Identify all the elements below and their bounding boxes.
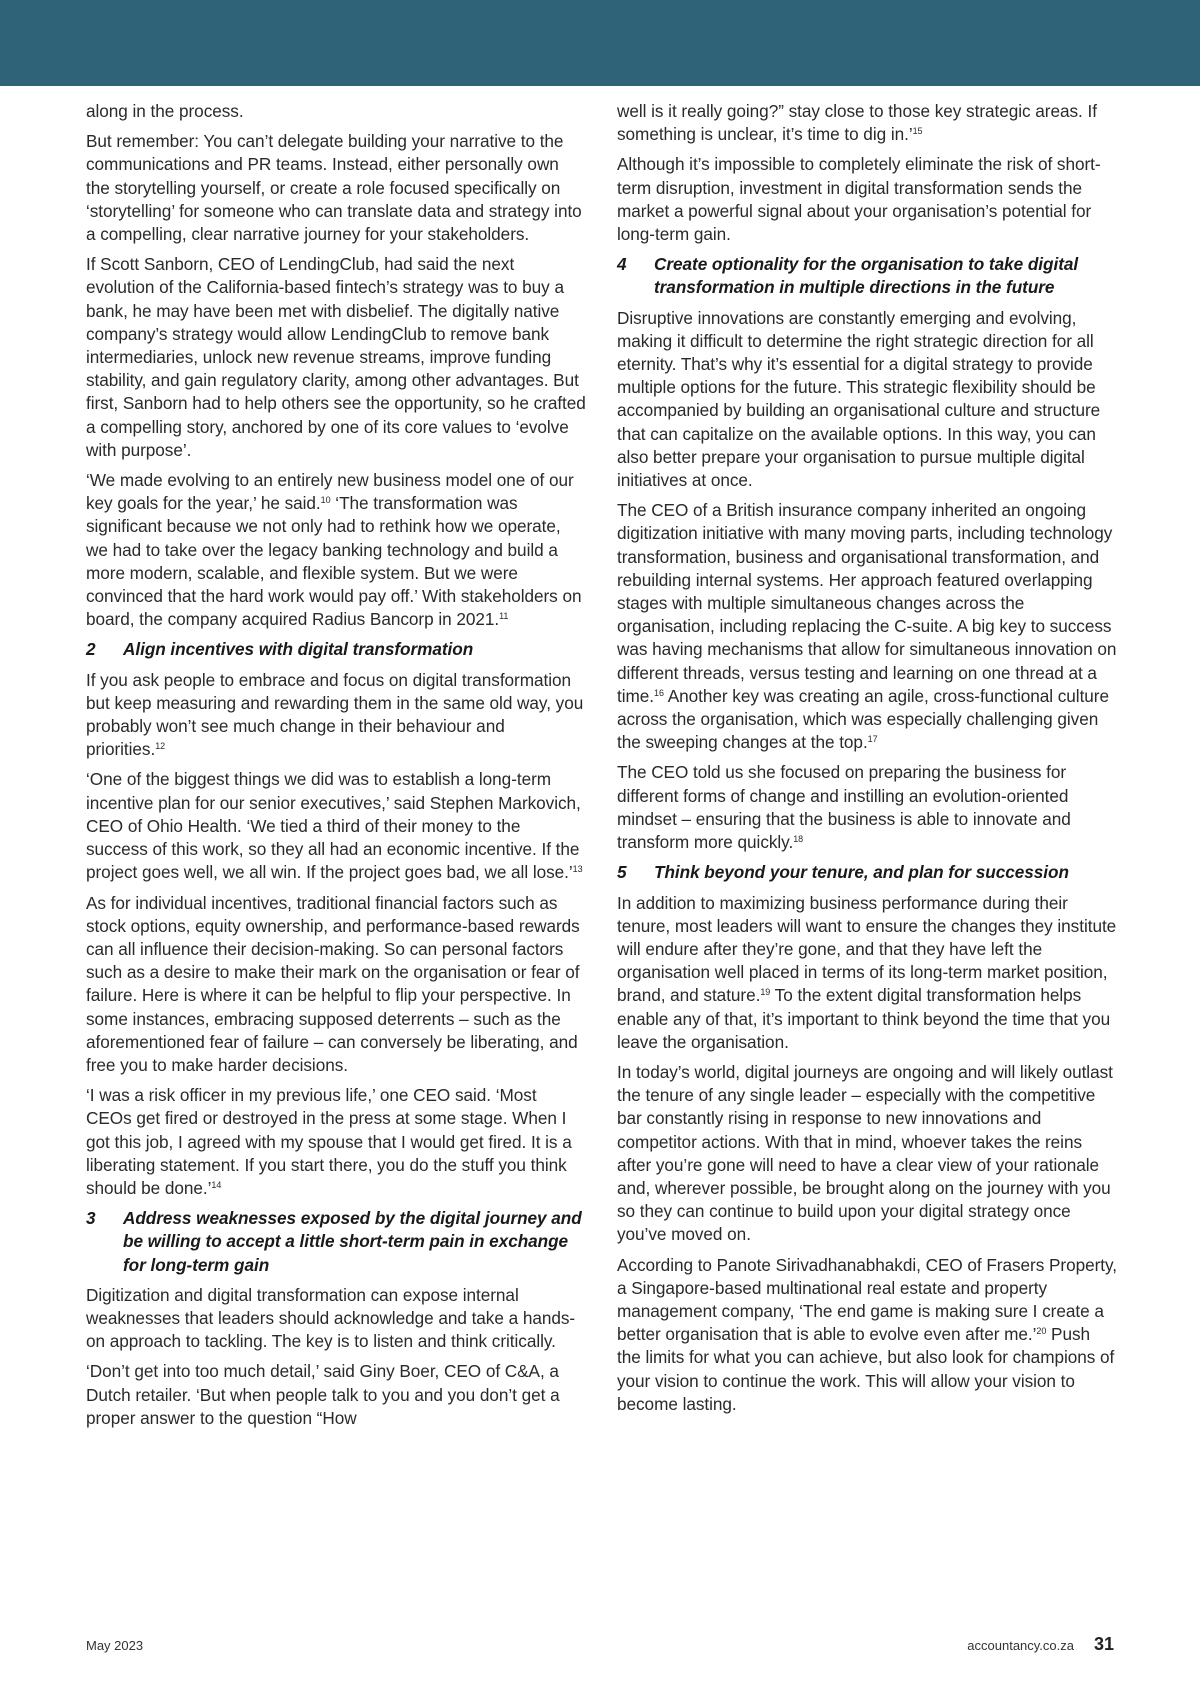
page-footer [0,1634,1200,1664]
paragraph: In today’s world, digital journeys are ongoing and will likely outlast the tenure of any single leader – especially with the competitive bar constantly rising in response to new innovations and competitor actions. With that in mind, whoever takes the reins after you’re gone will need to have a clear view of your rationale and, wherever possible, be brought along on the journey with you so they can continue to build upon your digital strategy once you’ve moved on. [617,1061,1113,1245]
footnote-ref: 12 [155,741,166,752]
paragraph: ‘We made evolving to an entirely new business model one of our key goals for the year,’ he said.$^{10}$ ‘The transformation was significant because we not only had to rethink how we operate, we had to take over the legacy banking technology and build a more modern, scalable, and flexible system. But we were convinced that the hard work would pay off.’ With stakeholders on board, the company acquired Radius Bancorp in 2021.11 [86,470,582,630]
footnote-ref: 10 [320,495,331,506]
section-heading-2: 2 Align incentives with digital transformation [86,639,474,660]
issue-date: May 2023 [86,1638,144,1653]
paragraph: Disruptive innovations are constantly emerging and evolving, making it difficult to determine the right strategic direction for all eternity. That’s why it’s essential for a digital strategy to provide multiple options for the future. This strategic flexibility should be accompanied by building an organisational culture and structure that can capitalize on the available options. In this way, you can also better prepare your organisation to pursue multiple digital initiatives at once. [617,307,1101,491]
footnote-ref: 11 [499,611,509,622]
footnote-ref: 16 [654,687,664,698]
footnote-ref: 19 [760,987,771,998]
section-heading-4: 4 Create optionality for the organisation to take digital transformation in multiple directions in the future [617,254,1079,298]
paragraph: well is it really going?” stay close to those key strategic areas. If something is unclear, it’s time to dig in.’$^{15}$ [617,101,1097,145]
paragraph: In addition to maximizing business performance during their tenure, most leaders will want to ensure the changes they institute will endure after they’re gone, and that they have left the organisation well placed in terms of its long-term market position, brand, and stature.$^{19}$ To the extent digital transformation helps enable any of that, it’s important to think beyond the time that you leave the organisation. [617,892,1117,1052]
paragraph: ‘Don’t get into too much detail,’ said Giny Boer, CEO of C&A, a Dutch retailer. ‘But when people talk to you and you don’t get a proper answer to the question “How [86,1361,560,1428]
paragraph: The CEO of a British insurance company inherited an ongoing digitization initiative with many moving parts, including technology transformation, business and organisational transformation, and rebuilding internal systems. Her approach featured overlapping stages with multiple simultaneous changes across the organisation, including replacing the C-suite. A big key to success was having mechanisms that allow for simultaneous innovation on different threads, versus testing and learning on one thread at a time.$^{16}$ Another key was creating an agile, cross-functional culture across the organisation, which was especially challenging given the sweeping changes at the top.$^{17}$ [617,500,1117,753]
footnote-ref: 15 [912,126,923,137]
section-heading-3: 3 Address weaknesses exposed by the digital journey and be willing to accept a little short-term pain in exchange for long-term gain [86,1208,582,1275]
paragraph: ‘One of the biggest things we did was to establish a long-term incentive plan for our senior executives,’ said Stephen Markovich, CEO of Ohio Health. ‘We tied a third of their money to the success of this work, so they all had an economic incentive. If the project goes well, we all win. If the project goes bad, we all lose.’$^{13}$ [86,769,583,883]
paragraph: ‘I was a risk officer in my previous life,’ one CEO said. ‘Most CEOs get fired or destroyed in the press at some stage. When I got this job, I agreed with my spouse that I would get fired. It is a liberating statement. If you start there, you do the stuff you think should be done.’$^{14}$ [86,1085,572,1198]
right-column [617,100,1117,1423]
footnote-ref: 17 [867,734,878,745]
footnote-ref: 13 [572,864,583,875]
footnote-ref: 14 [211,1179,222,1190]
website-link[interactable]: accountancy.co.za [967,1638,1074,1653]
paragraph: Digitization and digital transformation can expose internal weaknesses that leaders should acknowledge and take a hands-on approach to tackling. The key is to listen and think critically. [86,1284,576,1352]
footnote-ref: 20 [1036,1326,1047,1337]
paragraph: As for individual incentives, traditional financial factors such as stock options, equity ownership, and performance-based rewards can all influence their decision-making. So can personal factors such as a desire to make their mark on the organisation or fear of failure. Here is where it can be helpful to flip your perspective. In some instances, embracing supposed deterrents – such as the aforementioned fear of failure – can conversely be liberating, and free you to make harder decisions. [86,892,580,1075]
paragraph: According to Panote Sirivadhanabhakdi, CEO of Frasers Property, a Singapore-based multinational real estate and property management company, ‘The end game is making sure I create a better organisation that is able to evolve even after me.’$^{20}$ Push the limits for what you can achieve, but also look for champions of your vision to continue the work. This will allow your vision to become lasting. [617,1254,1117,1414]
paragraph: The CEO told us she focused on preparing the business for different forms of change and instilling an evolution-oriented mindset – ensuring that the business is able to innovate and transform more quickly.$^{18}$ [617,762,1071,853]
paragraph: But remember: You can’t delegate building your narrative to the communications and PR teams. Instead, either personally own the storytelling yourself, or create a role focused specifically on ‘storytelling’ for someone who can translate data and strategy into a compelling, clear narrative journey for your stakeholders. [86,131,582,245]
paragraph: along in the process. [86,101,244,121]
header-band [0,0,1200,86]
page-number: 31 [1093,1634,1114,1654]
footnote-ref: 18 [793,834,804,845]
section-heading-5: 5 Think beyond your tenure, and plan for succession [617,862,1069,883]
left-column [86,100,586,1437]
paragraph: If you ask people to embrace and focus on digital transformation but keep measuring and rewarding them in the same old way, you probably won’t see much change in their behaviour and priorities.$^{12}$ [86,669,584,760]
paragraph: If Scott Sanborn, CEO of LendingClub, had said the next evolution of the California-based fintech’s strategy was to buy a bank, he may have been met with disbelief. The digitally native company’s strategy would allow LendingClub to remove bank intermediaries, unlock new revenue streams, improve funding stability, and gain regulatory clarity, among other advantages. But first, Sanborn had to help others see the opportunity, so he crafted a compelling story, anchored by one of its core values to ‘evolve with purpose’. [86,254,586,460]
paragraph: Although it’s impossible to completely eliminate the risk of short-term disruption, investment in digital transformation sends the market a powerful signal about your organisation’s potential for long-term gain. [617,154,1101,245]
